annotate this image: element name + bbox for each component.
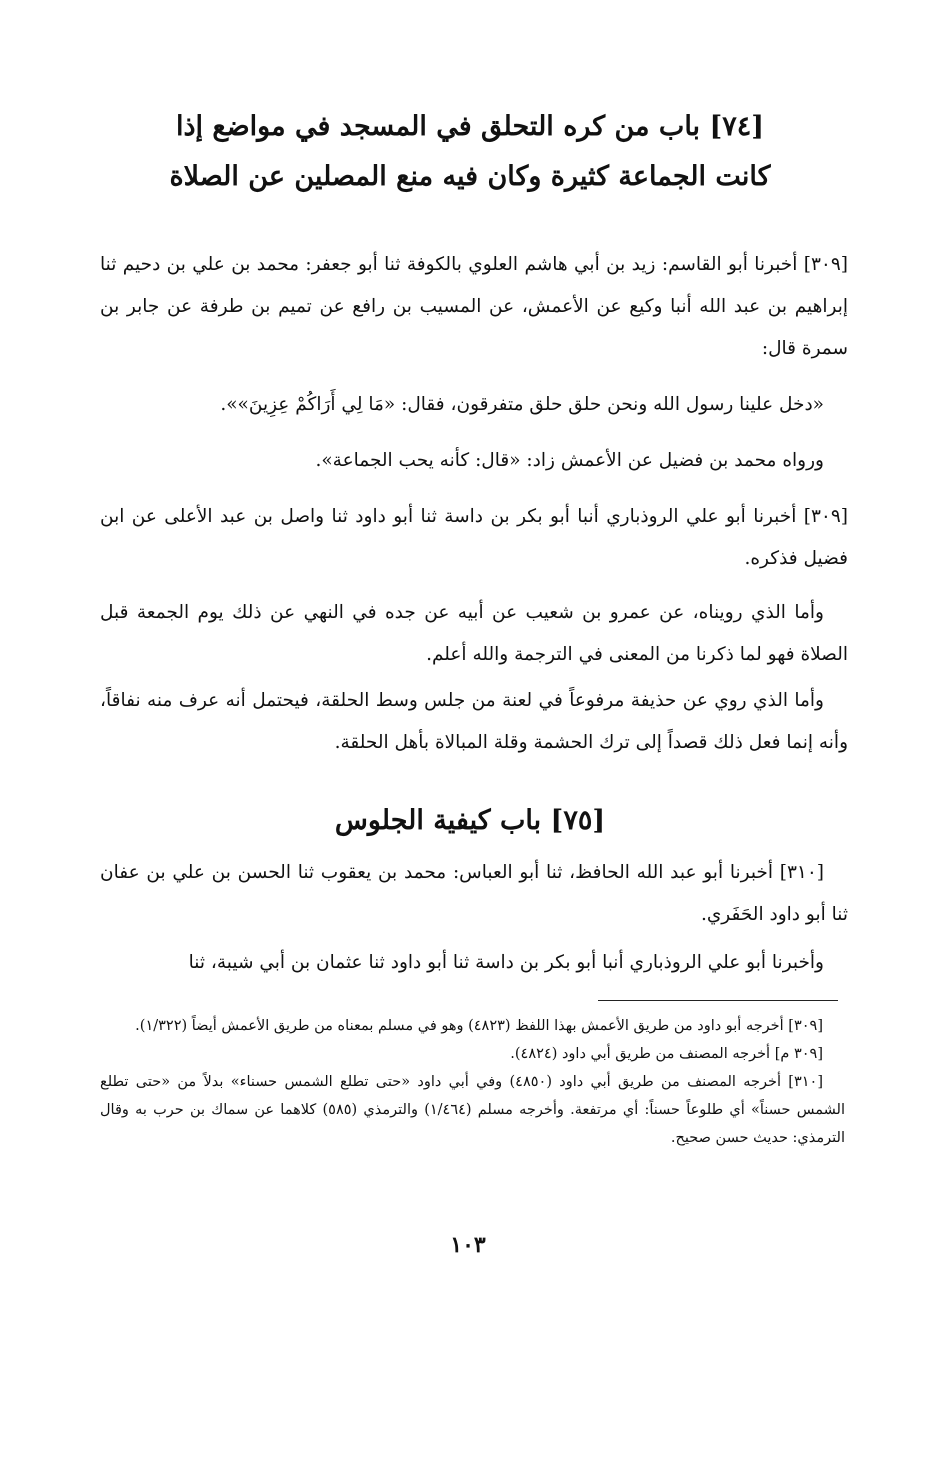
hadith-309m-paragraph: [٣٠٩] أخبرنا أبو علي الروذباري أنبا أبو بكر بن داسة ثنا أبو داود ثنا واصل بن عبد الأعلى عن ابن فضيل فذكره.	[100, 506, 848, 569]
footnote-divider	[598, 1000, 838, 1001]
amr-ibn-shuayb-paragraph: وأما الذي رويناه، عن عمرو بن شعيب عن أبيه عن جده في النهي عن ذلك يوم الجمعة قبل الصلاة فهو لما ذكرنا من المعنى في الترجمة والله أعلم.	[100, 602, 848, 665]
hadith-309-quote: «دخل علينا رسول الله ونحن حلق حلق متفرقون، فقال: «مَا لِي أَرَاكُمْ عِزِينَ»».	[220, 394, 824, 415]
hadith-310-paragraph: [٣١٠] أخبرنا أبو عبد الله الحافظ، ثنا أبو العباس: محمد بن يعقوب ثنا الحسن بن علي بن عفان ثنا أبو داود الحَفَري.	[100, 862, 848, 925]
chapter-74-heading	[90, 102, 850, 202]
footnote-309: [٣٠٩] أخرجه أبو داود من طريق الأعمش بهذا اللفظ (٤٨٢٣) وهو في مسلم بمعناه من طريق الأعمش أيضاً (١/٣٢٢).	[135, 1018, 823, 1034]
hudhayfa-paragraph: وأما الذي روي عن حذيفة مرفوعاً في لعنة من جلس وسط الحلقة، فيحتمل أنه عرف منه نفاقاً، وأنه إنما فعل ذلك قصداً إلى ترك الحشمة وقلة المبالاة بأهل الحلقة.	[100, 690, 848, 753]
footnote-309m: [٣٠٩ م] أخرجه المصنف من طريق أبي داود (٤٨٢٤).	[510, 1046, 823, 1062]
chapter-74-heading-line-1: [٧٤] باب من كره التحلق في المسجد في مواضع إذا	[175, 111, 765, 142]
page-number: ١٠٣	[450, 1232, 486, 1258]
chapter-74-heading-line-2: كانت الجماعة كثيرة وكان فيه منع المصلين عن الصلاة	[169, 161, 771, 192]
chapter-75-heading: [٧٥] باب كيفية الجلوس	[334, 805, 606, 836]
hadith-309-narration-note: ورواه محمد بن فضيل عن الأعمش زاد: «قال: كأنه يحب الجماعة».	[315, 450, 824, 471]
footnote-310: [٣١٠] أخرجه المصنف من طريق أبي داود (٤٨٥٠) وفي أبي داود «حتى تطلع الشمس حسناء» بدلاً من «حتى تطلع الشمس حسناً» أي طلوعاً حسناً: أي مرتفعة. وأخرجه مسلم (١/٤٦٤) والترمذي (٥٨٥) كلاهما عن سماك بن حرب به وقال الترمذي: حديث حسن صحيح.	[100, 1074, 845, 1146]
hadith-310-continuation: وأخبرنا أبو علي الروذباري أنبا أبو بكر بن داسة ثنا أبو داود ثنا عثمان بن أبي شيبة، ثنا	[188, 952, 824, 973]
footnotes	[100, 1012, 845, 1152]
hadith-309-paragraph: [٣٠٩] أخبرنا أبو القاسم: زيد بن أبي هاشم العلوي بالكوفة ثنا أبو جعفر: محمد بن علي بن دحيم ثنا إبراهيم بن عبد الله أنبا وكيع عن الأعمش، عن المسيب بن رافع عن تميم بن طرفة عن جابر بن سمرة قال:	[100, 254, 848, 359]
